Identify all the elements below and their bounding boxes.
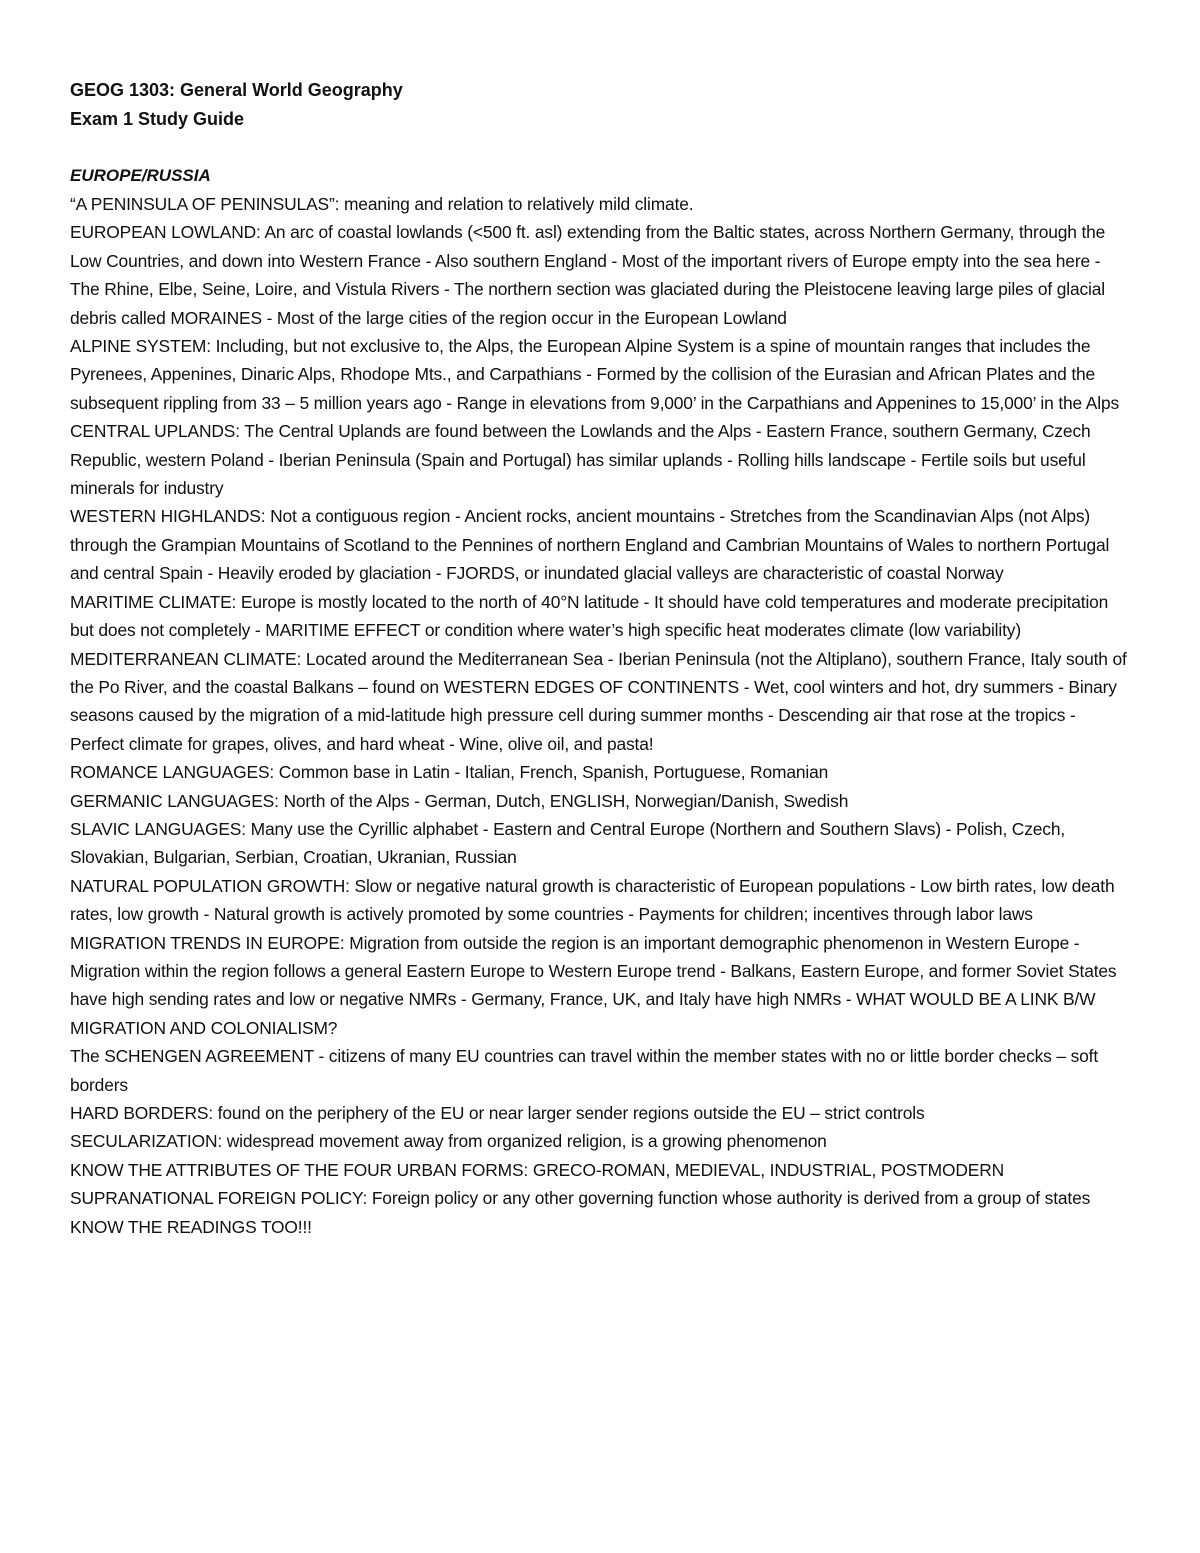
entry-urban-forms: KNOW THE ATTRIBUTES OF THE FOUR URBAN FORMS: GRECO-ROMAN, MEDIEVAL, INDUSTRIAL, POSTMODERN	[70, 1159, 1005, 1180]
entry-peninsula: “A PENINSULA OF PENINSULAS”: meaning and relation to relatively mild climate.	[70, 194, 694, 214]
entry-germanic-languages: GERMANIC LANGUAGES: North of the Alps - German, Dutch, ENGLISH, Norwegian/Danish, Swedish	[70, 790, 849, 811]
entry-natural-population-growth: NATURAL POPULATION GROWTH: Slow or negative natural growth is characteristic of European populations - Low birth rates, low death rates, low growth - Natural growth is actively promoted by some countries - Payments for children; incentives through labor laws	[70, 875, 1115, 925]
document-page	[70, 76, 1130, 1241]
entry-know-readings: KNOW THE READINGS TOO!!!	[70, 1216, 312, 1237]
blank-line	[70, 133, 1130, 162]
course-title: GEOG 1303: General World Geography	[70, 80, 403, 100]
entry-migration-trends: MIGRATION TRENDS IN EUROPE: Migration from outside the region is an important demographic phenomenon in Western Europe - Migration within the region follows a general Eastern Europe to Western Europe trend - Balkans, Eastern Europe, and former Soviet States have high sending rates and low or negative NMRs - Germany, France, UK, and Italy have high NMRs - WHAT WOULD BE A LINK B/W MIGRATION AND COLONIALISM?	[70, 932, 1117, 1038]
entry-schengen-agreement: The SCHENGEN AGREEMENT - citizens of many EU countries can travel within the member states with no or little border checks – soft borders	[70, 1046, 1099, 1095]
entry-supranational-policy: SUPRANATIONAL FOREIGN POLICY: Foreign policy or any other governing function whose authority is derived from a group of states	[70, 1188, 1091, 1209]
entry-maritime-climate: MARITIME CLIMATE: Europe is mostly located to the north of 40°N latitude - It should have cold temperatures and moderate precipitation but does not completely - MARITIME EFFECT or condition where water’s high specific heat moderates climate (low variability)	[70, 591, 1109, 641]
entry-secularization: SECULARIZATION: widespread movement away from organized religion, is a growing phenomenon	[70, 1131, 827, 1152]
entry-central-uplands: CENTRAL UPLANDS: The Central Uplands are found between the Lowlands and the Alps - Eastern France, southern Germany, Czech Republic, western Poland - Iberian Peninsula (Spain and Portugal) has similar uplands - Rolling hills landscape - Fertile soils but useful minerals for industry	[70, 421, 1091, 499]
entry-alpine-system: ALPINE SYSTEM: Including, but not exclusive to, the Alps, the European Alpine System is a spine of mountain ranges that includes the Pyrenees, Appenines, Dinaric Alps, Rhodope Mts., and Carpathians - Formed by the collision of the Eurasian and African Plates and the subsequent rippling from 33 – 5 million years ago - Range in elevations from 9,000’ in the Carpathians and Appenines to 15,000’ in the Alps	[70, 336, 1120, 413]
entry-mediterranean-climate: MEDITERRANEAN CLIMATE: Located around the Mediterranean Sea - Iberian Peninsula (not the Altiplano), southern France, Italy south of the Po River, and the coastal Balkans – found on WESTERN EDGES OF CONTINENTS - Wet, cool winters and hot, dry summers - Binary seasons caused by the migration of a mid-latitude high pressure cell during summer months - Descending air that rose at the tropics - Perfect climate for grapes, olives, and hard wheat - Wine, olive oil, and pasta!	[70, 648, 1127, 754]
guide-title: Exam 1 Study Guide	[70, 108, 245, 129]
entry-western-highlands: WESTERN HIGHLANDS: Not a contiguous region - Ancient rocks, ancient mountains - Stretches from the Scandinavian Alps (not Alps) through the Grampian Mountains of Scotland to the Pennines of northern England and Cambrian Mountains of Wales to northern Portugal and central Spain - Heavily eroded by glaciation - FJORDS, or inundated glacial valleys are characteristic of coastal Norway	[70, 506, 1110, 584]
entry-european-lowland: EUROPEAN LOWLAND: An arc of coastal lowlands (<500 ft. asl) extending from the Baltic states, across Northern Germany, through the Low Countries, and down into Western France - Also southern England - Most of the important rivers of Europe empty into the sea here - The Rhine, Elbe, Seine, Loire, and Vistula Rivers - The northern section was glaciated during the Pleistocene leaving large piles of glacial debris called MORAINES - Most of the large cities of the region occur in the European Lowland	[70, 222, 1106, 328]
entry-romance-languages: ROMANCE LANGUAGES: Common base in Latin - Italian, French, Spanish, Portuguese, Romanian	[70, 762, 829, 783]
section-heading: EUROPE/RUSSIA	[70, 165, 211, 185]
entry-hard-borders: HARD BORDERS: found on the periphery of the EU or near larger sender regions outside the EU – strict controls	[70, 1103, 925, 1123]
entry-slavic-languages: SLAVIC LANGUAGES: Many use the Cyrillic alphabet - Eastern and Central Europe (Northern and Southern Slavs) - Polish, Czech, Slovakian, Bulgarian, Serbian, Croatian, Ukranian, Russian	[70, 818, 1066, 868]
study-entries	[70, 190, 1130, 1241]
